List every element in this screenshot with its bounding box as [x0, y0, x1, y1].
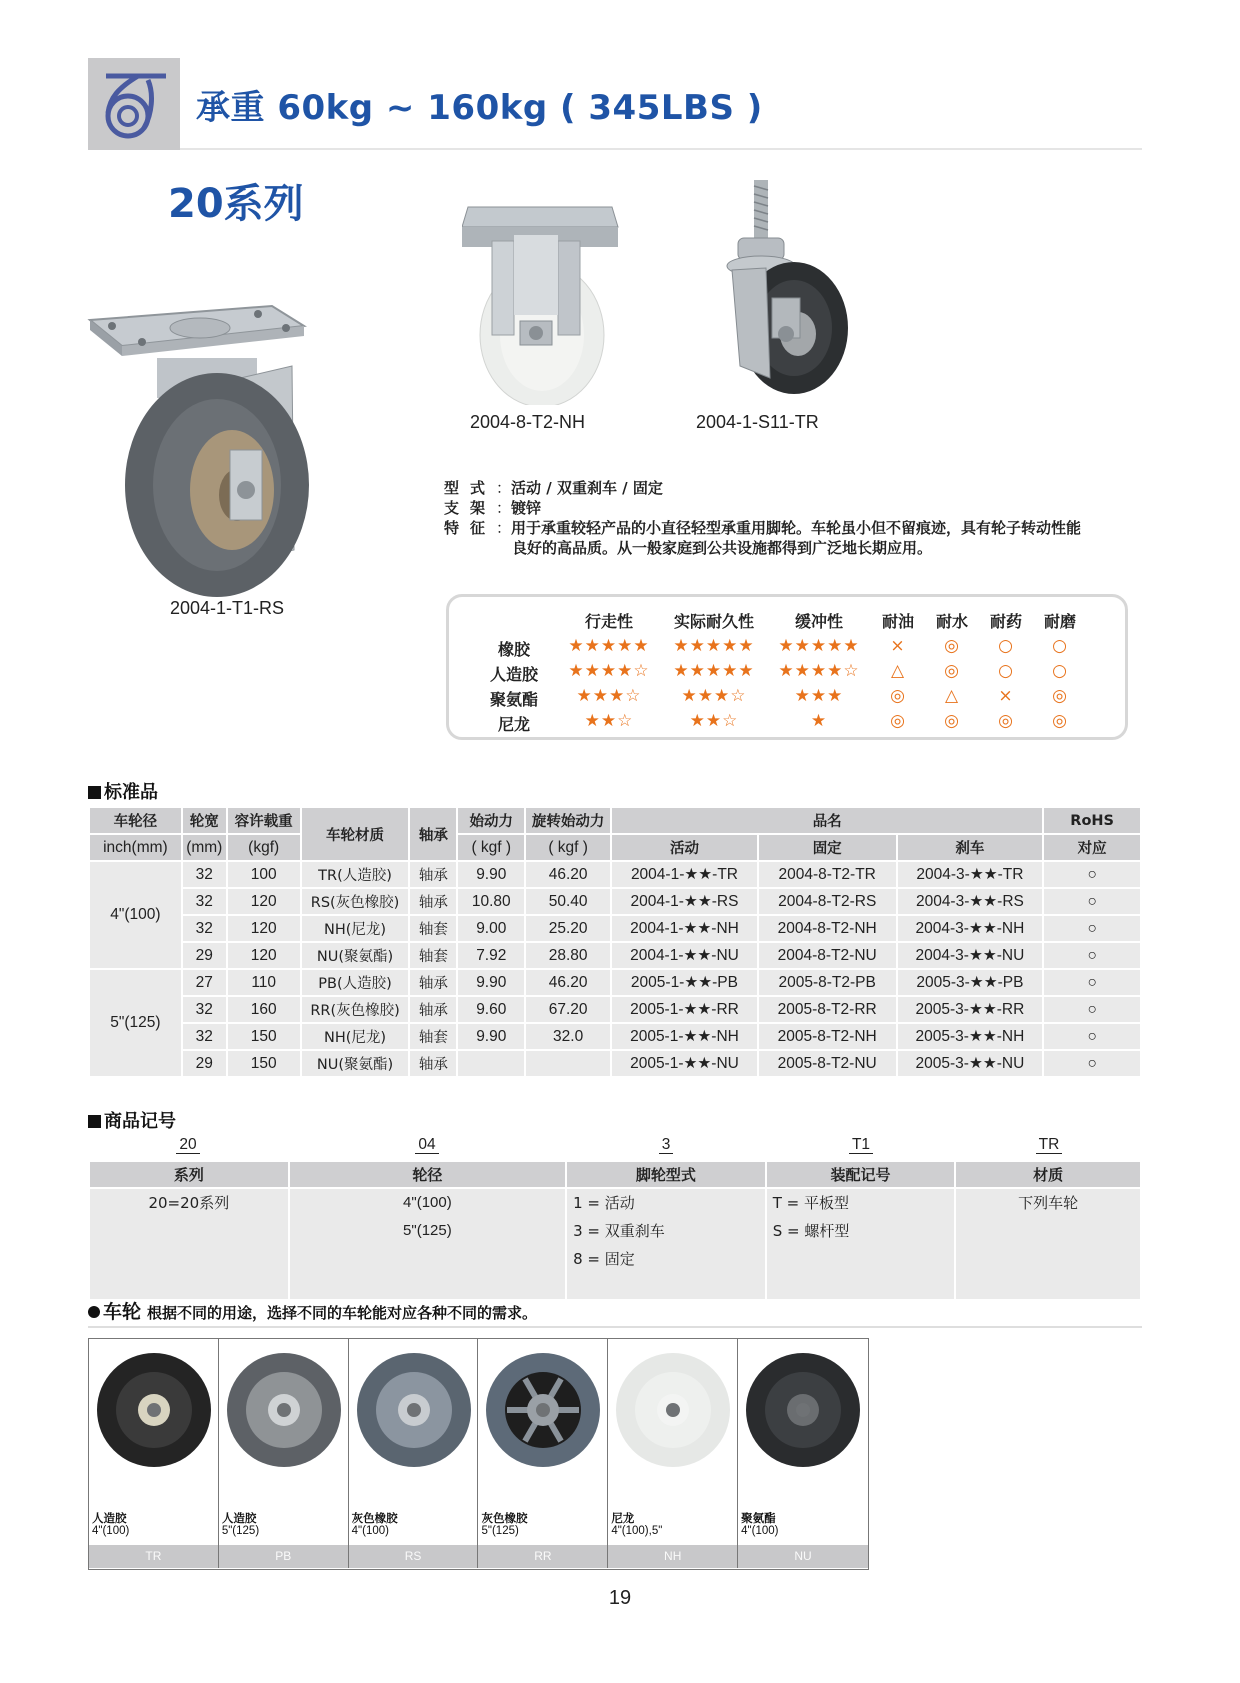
table-row	[89, 1050, 1141, 1077]
rating-symbol: ◎	[890, 711, 906, 731]
table-cell: 2004-1-★★-NU	[611, 942, 758, 969]
table-row	[89, 1023, 1141, 1050]
spec-row-type	[444, 478, 1144, 498]
rating-stars: ★	[810, 711, 828, 731]
rigid-caster-nylon-image	[462, 205, 622, 405]
table-cell: 2005-3-★★-NH	[897, 1023, 1044, 1050]
table-cell: 2005-1-★★-NH	[611, 1023, 758, 1050]
wheel-name: 人造胶	[92, 1511, 127, 1525]
table-cell: ○	[1043, 1050, 1141, 1077]
product-caption: 2004-8-T2-NH	[470, 412, 586, 432]
wheel-code: RR	[478, 1545, 607, 1568]
code-value: 1 = 活动	[573, 1194, 635, 1212]
table-cell: 2005-8-T2-RR	[758, 996, 897, 1023]
wheel-size: 4"(100)	[351, 1525, 389, 1537]
table-cell: 2005-1-★★-NU	[611, 1050, 758, 1077]
standard-title: 标准品	[104, 782, 158, 803]
rating-symbol: △	[890, 661, 906, 681]
table-cell: TR(人造胶)	[301, 861, 410, 888]
rating-symbol: ○	[1052, 636, 1068, 656]
table-cell: 2004-8-T2-NU	[758, 942, 897, 969]
code-th-dia: 轮径	[289, 1161, 566, 1188]
rating-symbol: ◎	[1052, 686, 1068, 706]
wheel-image	[744, 1351, 862, 1469]
page-title: 承重 60kg ~ 160kg ( 345LBS )	[196, 88, 763, 128]
table-cell: 32	[182, 888, 227, 915]
bullet-dot-icon	[88, 1306, 100, 1318]
rating-symbol: ◎	[1052, 711, 1068, 731]
th-load-unit: (kgf)	[227, 834, 301, 861]
code-value: 5"(125)	[403, 1222, 452, 1239]
code-header-row	[89, 1161, 1141, 1188]
table-cell: 9.90	[457, 861, 525, 888]
code-col-series	[89, 1188, 289, 1300]
wheel-code: NH	[608, 1545, 737, 1568]
standard-table	[88, 806, 1142, 1078]
table-cell: ○	[1043, 915, 1141, 942]
table-cell: 2005-3-★★-RR	[897, 996, 1044, 1023]
standard-heading	[88, 778, 158, 804]
rating-symbol: ◎	[890, 686, 906, 706]
code-top-mount: T1	[766, 1136, 956, 1154]
th-swivel: 活动	[611, 834, 758, 861]
rating-header: 实际耐久性	[673, 612, 754, 631]
table-cell: 轴承	[409, 1050, 457, 1077]
rating-symbol: ○	[1052, 661, 1068, 681]
th-rot-unit: ( kgf )	[525, 834, 611, 861]
table-cell: 轴承	[409, 969, 457, 996]
wheel-name: 灰色橡胶	[481, 1511, 528, 1525]
table-cell: 轴承	[409, 996, 457, 1023]
rating-symbol: ◎	[944, 711, 960, 731]
table-cell: 29	[182, 942, 227, 969]
wheel-code: TR	[89, 1545, 218, 1568]
code-heading	[88, 1107, 176, 1133]
table-cell: 32	[182, 1023, 227, 1050]
code-th-type: 脚轮型式	[566, 1161, 766, 1188]
spec-colon: ：	[496, 519, 512, 537]
table-cell: 150	[227, 1050, 301, 1077]
table-cell: 160	[227, 996, 301, 1023]
spec-value: 活动 / 双重刹车 / 固定	[511, 479, 663, 497]
code-th-mount: 装配记号	[766, 1161, 956, 1188]
wheel-size: 5"(125)	[221, 1525, 260, 1537]
table-cell: 2004-1-★★-RS	[611, 888, 758, 915]
product-caption: 2004-1-T1-RS	[170, 598, 285, 618]
table-cell: RR(灰色橡胶)	[301, 996, 410, 1023]
rating-symbol: ◎	[944, 661, 960, 681]
spec-key: 架	[470, 499, 486, 517]
wheel-size: 4"(100),5"	[611, 1525, 663, 1537]
table-cell: 29	[182, 1050, 227, 1077]
code-value: T = 平板型	[772, 1194, 849, 1212]
wheel-heading	[88, 1297, 537, 1324]
rating-symbol: ×	[890, 636, 906, 656]
table-cell: 150	[227, 1023, 301, 1050]
table-cell: 2004-3-★★-RS	[897, 888, 1044, 915]
table-cell: 32	[182, 996, 227, 1023]
wheel-card	[89, 1339, 219, 1568]
table-row	[89, 861, 1141, 888]
rating-stars: ★★☆	[584, 711, 634, 731]
table-header-row	[89, 834, 1141, 861]
th-fixed: 固定	[758, 834, 897, 861]
spec-value: 良好的高品质。从一般家庭到公共设施都得到广泛地长期应用。	[512, 539, 933, 557]
table-cell: 2004-3-★★-TR	[897, 861, 1044, 888]
rating-header: 行走性	[584, 612, 633, 631]
code-th-material: 材质	[955, 1161, 1141, 1188]
wheel-code: NU	[738, 1545, 868, 1568]
spec-value: 镀锌	[511, 499, 542, 517]
wheel-card	[219, 1339, 349, 1568]
th-start-unit: ( kgf )	[457, 834, 525, 861]
series-title: 20系列	[168, 181, 304, 227]
table-cell: 100	[227, 861, 301, 888]
wheel-name: 人造胶	[221, 1511, 257, 1525]
table-cell: 2005-3-★★-NU	[897, 1050, 1044, 1077]
spec-colon: ：	[496, 479, 512, 497]
th-load: 容许载重	[227, 807, 301, 834]
rating-box	[446, 594, 1128, 740]
wheel-card	[349, 1339, 479, 1568]
table-row	[89, 969, 1141, 996]
spec-key: 特	[444, 519, 460, 537]
spec-key: 征	[470, 519, 486, 537]
table-cell: ○	[1043, 861, 1141, 888]
table-cell: 9.90	[457, 1023, 525, 1050]
spec-block	[444, 478, 1144, 558]
table-cell: 110	[227, 969, 301, 996]
table-cell: 轴承	[409, 861, 457, 888]
rating-stars: ★★★★★	[673, 636, 755, 656]
wheel-name: 尼龙	[611, 1511, 635, 1525]
rating-symbol: ◎	[944, 636, 960, 656]
th-rot: 旋转始动力	[525, 807, 611, 834]
table-cell: 轴承	[409, 888, 457, 915]
table-cell: NU(聚氨酯)	[301, 942, 410, 969]
wheel-image	[355, 1351, 473, 1469]
table-cell: 27	[182, 969, 227, 996]
wheel-name: 灰色橡胶	[351, 1511, 398, 1525]
table-cell: 2004-1-★★-TR	[611, 861, 758, 888]
table-cell: 7.92	[457, 942, 525, 969]
wheel-code: PB	[219, 1545, 348, 1568]
code-col-dia	[289, 1188, 566, 1300]
table-cell: 120	[227, 915, 301, 942]
th-material: 车轮材质	[301, 807, 410, 861]
rating-header: 耐油	[881, 612, 914, 631]
spec-key: 式	[470, 479, 486, 497]
th-rohs: RoHS	[1043, 807, 1141, 834]
spec-value: 用于承重较轻产品的小直径轻型承重用脚轮。车轮虽小但不留痕迹，具有轮子转动性能	[511, 519, 1082, 537]
table-cell: 2005-3-★★-PB	[897, 969, 1044, 996]
table-cell: 2004-8-T2-NH	[758, 915, 897, 942]
th-bearing: 轴承	[409, 807, 457, 861]
table-cell: 2005-8-T2-NH	[758, 1023, 897, 1050]
table-cell: 46.20	[525, 861, 611, 888]
spec-row-bracket	[444, 498, 1144, 518]
rating-header: 耐磨	[1043, 612, 1076, 631]
wheel-subtitle: 根据不同的用途，选择不同的车轮能对应各种不同的需求。	[147, 1304, 538, 1322]
th-name: 品名	[611, 807, 1043, 834]
table-cell: 67.20	[525, 996, 611, 1023]
wheel-image	[95, 1351, 213, 1469]
wheel-card	[738, 1339, 868, 1568]
wheel-size: 4"(100)	[741, 1525, 779, 1537]
swivel-plate-caster-image	[82, 300, 382, 610]
rating-stars: ★★☆	[689, 711, 739, 731]
spec-row-feature-cont	[444, 538, 1144, 558]
table-cell: 轴套	[409, 915, 457, 942]
code-title: 商品记号	[104, 1111, 176, 1132]
rating-header: 耐药	[989, 612, 1022, 631]
table-cell: NU(聚氨酯)	[301, 1050, 410, 1077]
code-body-row	[89, 1188, 1141, 1300]
table-cell: 2004-8-T2-RS	[758, 888, 897, 915]
th-width: 轮宽	[182, 807, 227, 834]
rating-row-label: 尼龙	[497, 715, 530, 734]
table-cell: ○	[1043, 942, 1141, 969]
rating-symbol: ◎	[998, 711, 1014, 731]
code-top-dia: 04	[288, 1136, 566, 1154]
table-cell: NH(尼龙)	[301, 1023, 410, 1050]
table-cell: 32.0	[525, 1023, 611, 1050]
table-cell: 2004-1-★★-NH	[611, 915, 758, 942]
code-value: 3 = 双重刹车	[573, 1222, 665, 1240]
table-cell: 2005-1-★★-RR	[611, 996, 758, 1023]
wheel-strip	[88, 1338, 869, 1570]
code-top-series: 20	[88, 1136, 288, 1154]
divider	[88, 1326, 1142, 1328]
rating-row-label: 聚氨酯	[489, 690, 538, 709]
rating-symbol: △	[944, 686, 960, 706]
table-cell: 120	[227, 888, 301, 915]
cell-diameter: 4"(100)	[89, 861, 182, 969]
table-cell: 32	[182, 915, 227, 942]
th-width-unit: (mm)	[182, 834, 227, 861]
table-cell: ○	[1043, 996, 1141, 1023]
table-cell	[457, 1050, 525, 1077]
wheel-title: 车轮	[103, 1301, 142, 1323]
wheel-image	[484, 1351, 602, 1469]
table-cell: 10.80	[457, 888, 525, 915]
rating-stars: ★★★☆	[576, 686, 642, 706]
th-dia-unit: inch(mm)	[89, 834, 182, 861]
rating-stars: ★★★★☆	[778, 661, 860, 681]
wheel-image	[225, 1351, 343, 1469]
wheel-image	[614, 1351, 732, 1469]
rating-stars: ★★★★★	[673, 661, 755, 681]
wheel-size: 4"(100)	[92, 1525, 130, 1537]
table-row	[89, 996, 1141, 1023]
table-cell: 28.80	[525, 942, 611, 969]
table-cell: 9.90	[457, 969, 525, 996]
table-cell: 32	[182, 861, 227, 888]
table-cell: 2005-8-T2-NU	[758, 1050, 897, 1077]
code-top-material: TR	[956, 1136, 1142, 1154]
rating-stars: ★★★★★	[778, 636, 860, 656]
table-cell: 2004-3-★★-NH	[897, 915, 1044, 942]
code-top-type: 3	[566, 1136, 766, 1154]
product-caption: 2004-1-S11-TR	[696, 412, 819, 432]
table-cell: 9.00	[457, 915, 525, 942]
square-bullet-icon	[88, 786, 101, 799]
rating-row-label: 橡胶	[497, 640, 530, 659]
table-header-row	[89, 807, 1141, 834]
table-cell: 轴套	[409, 1023, 457, 1050]
code-value: 8 = 固定	[573, 1250, 635, 1268]
table-cell: 2004-3-★★-NU	[897, 942, 1044, 969]
rating-symbol: ○	[998, 636, 1014, 656]
square-bullet-icon	[88, 1115, 101, 1128]
th-rohs-sub: 对应	[1043, 834, 1141, 861]
table-cell: 46.20	[525, 969, 611, 996]
spec-key: 型	[444, 479, 460, 497]
table-cell: PB(人造胶)	[301, 969, 410, 996]
spec-key: 支	[444, 499, 460, 517]
code-value: 下列车轮	[1018, 1194, 1079, 1212]
table-cell: RS(灰色橡胶)	[301, 888, 410, 915]
rating-header: 缓冲性	[794, 612, 843, 631]
code-th-series: 系列	[89, 1161, 289, 1188]
wheel-size: 5"(125)	[481, 1525, 519, 1537]
spec-row-feature	[444, 518, 1144, 538]
table-row	[89, 888, 1141, 915]
table-cell: 2005-1-★★-PB	[611, 969, 758, 996]
cell-diameter: 5"(125)	[89, 969, 182, 1077]
table-cell: 2005-8-T2-PB	[758, 969, 897, 996]
code-col-mount	[766, 1188, 956, 1300]
rating-row-label: 人造胶	[489, 665, 538, 684]
table-cell: 9.60	[457, 996, 525, 1023]
table-cell: ○	[1043, 1023, 1141, 1050]
table-cell: ○	[1043, 969, 1141, 996]
code-table	[88, 1160, 1142, 1301]
rating-stars: ★★★★☆	[568, 661, 650, 681]
code-value: 4"(100)	[403, 1194, 452, 1211]
th-start: 始动力	[457, 807, 525, 834]
table-cell: 2004-8-T2-TR	[758, 861, 897, 888]
table-row	[89, 915, 1141, 942]
rating-stars: ★★★☆	[681, 686, 747, 706]
wheel-card	[608, 1339, 738, 1568]
table-cell: NH(尼龙)	[301, 915, 410, 942]
wheel-code: RS	[349, 1545, 478, 1568]
table-cell: 50.40	[525, 888, 611, 915]
code-col-material	[955, 1188, 1141, 1300]
code-value: S = 螺杆型	[772, 1222, 850, 1240]
spec-colon: ：	[496, 499, 512, 517]
caster-logo-icon	[88, 58, 180, 150]
threaded-stem-caster-image	[710, 178, 860, 403]
rating-stars: ★★★★★	[568, 636, 650, 656]
table-cell: 25.20	[525, 915, 611, 942]
header-logo	[88, 58, 180, 150]
rating-symbol: ○	[998, 661, 1014, 681]
wheel-name: 聚氨酯	[741, 1511, 776, 1525]
table-cell: 轴套	[409, 942, 457, 969]
rating-stars: ★★★	[794, 686, 844, 706]
rating-symbol: ×	[998, 686, 1014, 706]
page-number: 19	[608, 1587, 632, 1609]
code-value: 20=20系列	[148, 1194, 230, 1212]
th-brake: 刹车	[897, 834, 1044, 861]
table-cell: 120	[227, 942, 301, 969]
code-col-type	[566, 1188, 766, 1300]
th-dia: 车轮径	[89, 807, 182, 834]
table-row	[89, 942, 1141, 969]
rating-header: 耐水	[935, 612, 968, 631]
table-cell: ○	[1043, 888, 1141, 915]
wheel-card	[478, 1339, 608, 1568]
table-cell	[525, 1050, 611, 1077]
